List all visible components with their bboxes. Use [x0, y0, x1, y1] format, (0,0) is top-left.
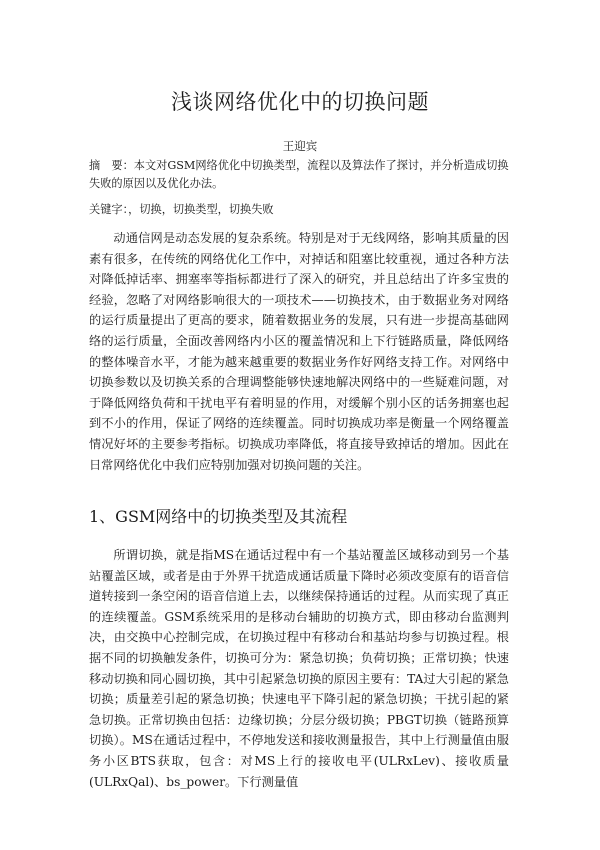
- author-name: 王迎宾: [282, 139, 318, 153]
- abstract: 摘 要：本文对GSM网络优化中切换类型，流程以及算法作了探讨，并分析造成切换失败的原因以及优化办法。: [89, 159, 509, 190]
- intro-paragraph: 动通信网是动态发展的复杂系统。特别是对于无线网络，影响其质量的因素有很多，在传统的网络优化工作中，对掉话和阻塞比较重视，通过各种方法对降低掉话率、拥塞率等指标都进行了深入的研究，并且总结出了许多宝贵的经验，忽略了对网络影响很大的一项技术——切换技术，由于数据业务对网络的运行质量提出了更高的要求，随着数据业务的发展，只有进一步提高基础网络的运行质量，全面改善网络内小区的覆盖情况和上下行链路质量，降低网络的整体噪音水平，才能为越来越重要的数据业务作好网络支持工作。对网络中切换参数以及切换关系的合理调整能够快速地解决网络中的一些疑难问题，对于降低网络负荷和干扰电平有着明显的作用，对缓解个别小区的话务拥塞也起到不小的作用，保证了网络的连续覆盖。同时切换成功率是衡量一个网络覆盖情况好坏的主要参考指标。切换成功率降低，将直接导致掉话的增加。因此在日常网络优化中我们应特别加强对切换问题的关注。: [89, 231, 509, 472]
- section-paragraph: 所谓切换，就是指MS在通话过程中有一个基站覆盖区域移动到另一个基站覆盖区域，或者是由于外界干扰造成通话质量下降时必须改变原有的语音信道转接到一条空闲的语音信道上去，以继续保持通话的过程。从而实现了真正的连续覆盖。GSM系统采用的是移动台辅助的切换方式，即由移动台监测判决，由交换中心控制完成，在切换过程中有移动台和基站均参与切换过程。根据不同的切换触发条件，切换可分为：紧急切换；负荷切换；正常切换；快速移动切换和同心圆切换，其中引起紧急切换的原因主要有：TA过大引起的紧急切换；质量差引起的紧急切换；快速电平下降引起的紧急切换；干扰引起的紧急切换。正常切换由包括：边缘切换；分层分级切换；PBGT切换（链路预算切换）。MS在通话过程中，不停地发送和接收测量报告，其中上行测量值由服务小区BTS获取，包含：对MS上行的接收电平(ULRxLev)、接收质量(ULRxQal)、bs_power。下行测量值: [89, 548, 509, 789]
- section-heading: 1、GSM网络中的切换类型及其流程: [89, 507, 348, 526]
- page-title: 浅谈网络优化中的切换问题: [171, 90, 429, 114]
- keywords: 关键字：，切换，切换类型，切换失败: [89, 203, 274, 216]
